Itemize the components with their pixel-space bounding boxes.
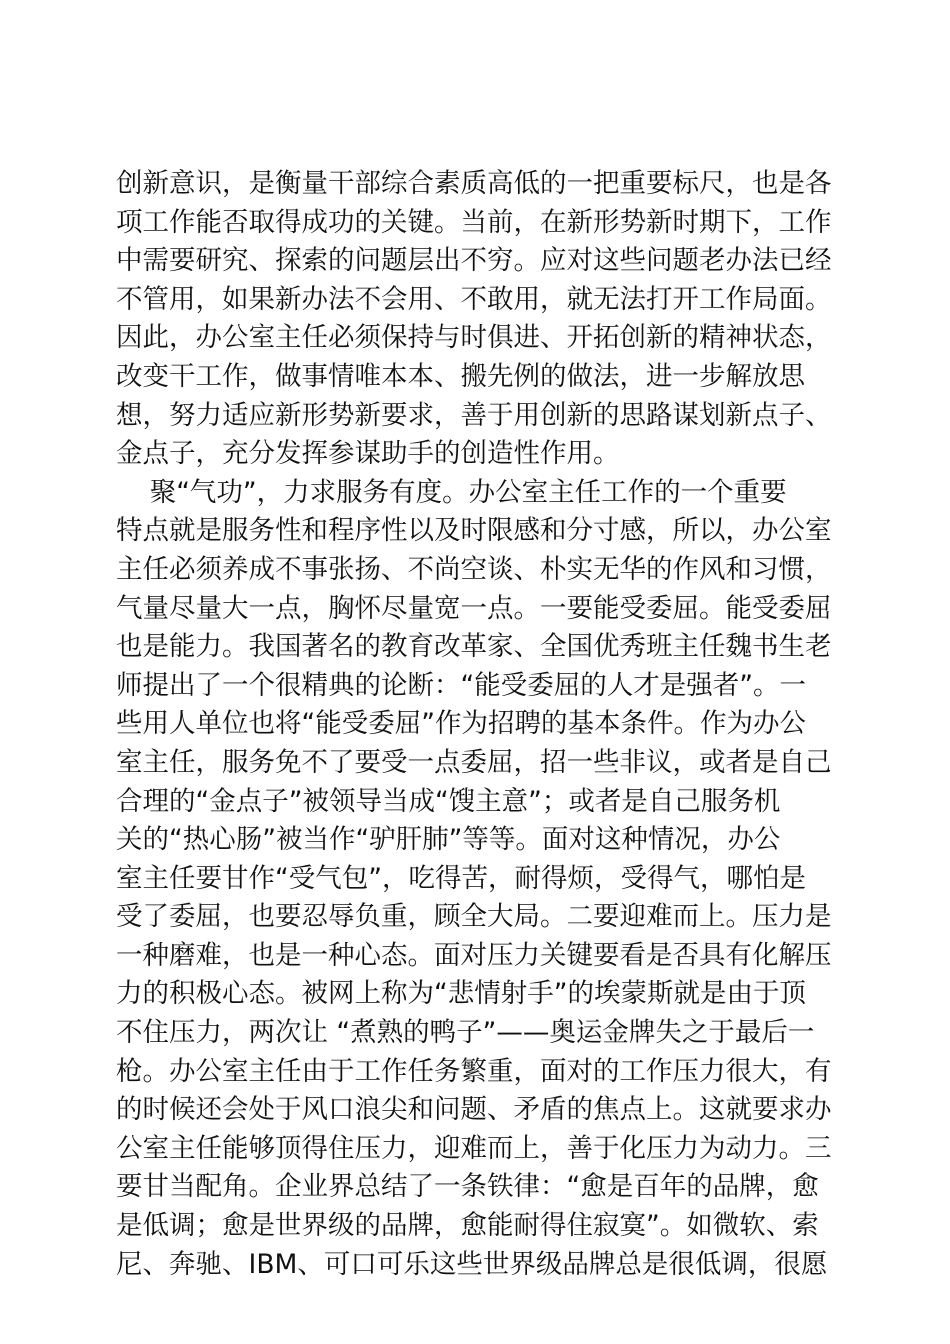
text-line: 的时候还会处于风口浪尖和问题、矛盾的焦点上。这就要求办 [116,1094,832,1126]
text-line: 改变干工作，做事情唯本本、搬先例的做法，进一步解放思 [116,360,805,392]
text-line: 是低调；愈是世界级的品牌，愈能耐得住寂寞”。如微软、索 [116,1210,819,1242]
text-line: 尼、奔驰、IBM、可口可乐这些世界级品牌总是很低调，很愿 [116,1248,828,1280]
text-line: 室主任要甘作“受气包”，吃得苦，耐得烦，受得气，哪怕是 [116,862,806,894]
text-line: 因此，办公室主任必须保持与时俱进、开拓创新的精神状态， [116,322,832,354]
text-line: 中需要研究、探索的问题层出不穷。应对这些问题老办法已经 [116,245,832,277]
text-line: 也是能力。我国著名的教育改革家、全国优秀班主任魏书生老 [116,631,832,663]
text-line: 室主任，服务免不了要受一点委屈，招一些非议，或者是自己 [116,746,832,778]
text-line: 想，努力适应新形势新要求，善于用创新的思路谋划新点子、 [116,399,832,431]
text-line: 不管用，如果新办法不会用、不敢用，就无法打开工作局面。 [116,283,832,315]
text-line: 金点子，充分发挥参谋助手的创造性作用。 [116,438,620,470]
text-line: 创新意识，是衡量干部综合素质高低的一把重要标尺，也是各 [116,168,832,199]
text-line: 些用人单位也将“能受委屈”作为招聘的基本条件。作为办公 [116,708,806,740]
text-line: 特点就是服务性和程序性以及时限感和分寸感，所以，办公室 [116,515,832,547]
text-line: 项工作能否取得成功的关键。当前，在新形势新时期下，工作 [116,206,832,238]
text-line: 关的“热心肠”被当作“驴肝肺”等等。面对这种情况，办公 [116,824,781,856]
document-body [116,165,832,1284]
text-line: 要甘当配角。企业界总结了一条铁律：“愈是百年的品牌，愈 [116,1171,819,1203]
text-line: 力的积极心态。被网上称为“悲情射手”的埃蒙斯就是由于顶 [116,978,806,1010]
text-line: 不住压力，两次让 “煮熟的鸭子”——奥运金牌失之于最后一 [116,1017,815,1049]
paragraph-start-line: 聚“气功”，力求服务有度。办公室主任工作的一个重要 [116,476,787,508]
text-line: 师提出了一个很精典的论断：“能受委屈的人才是强者”。一 [116,669,806,701]
text-line: 受了委屈，也要忍辱负重，顾全大局。二要迎难而上。压力是 [116,901,832,933]
text-line: 一种磨难，也是一种心态。面对压力关键要看是否具有化解压 [116,939,832,971]
text-line: 气量尽量大一点，胸怀尽量宽一点。一要能受委屈。能受委屈 [116,592,832,624]
text-line: 合理的“金点子”被领导当成“馊主意”；或者是自己服务机 [116,785,781,817]
text-line: 主任必须养成不事张扬、不尚空谈、朴实无华的作风和习惯， [116,553,832,585]
text-line: 枪。办公室主任由于工作任务繁重，面对的工作压力很大，有 [116,1055,832,1087]
text-line: 公室主任能够顶得住压力，迎难而上，善于化压力为动力。三 [116,1132,832,1164]
